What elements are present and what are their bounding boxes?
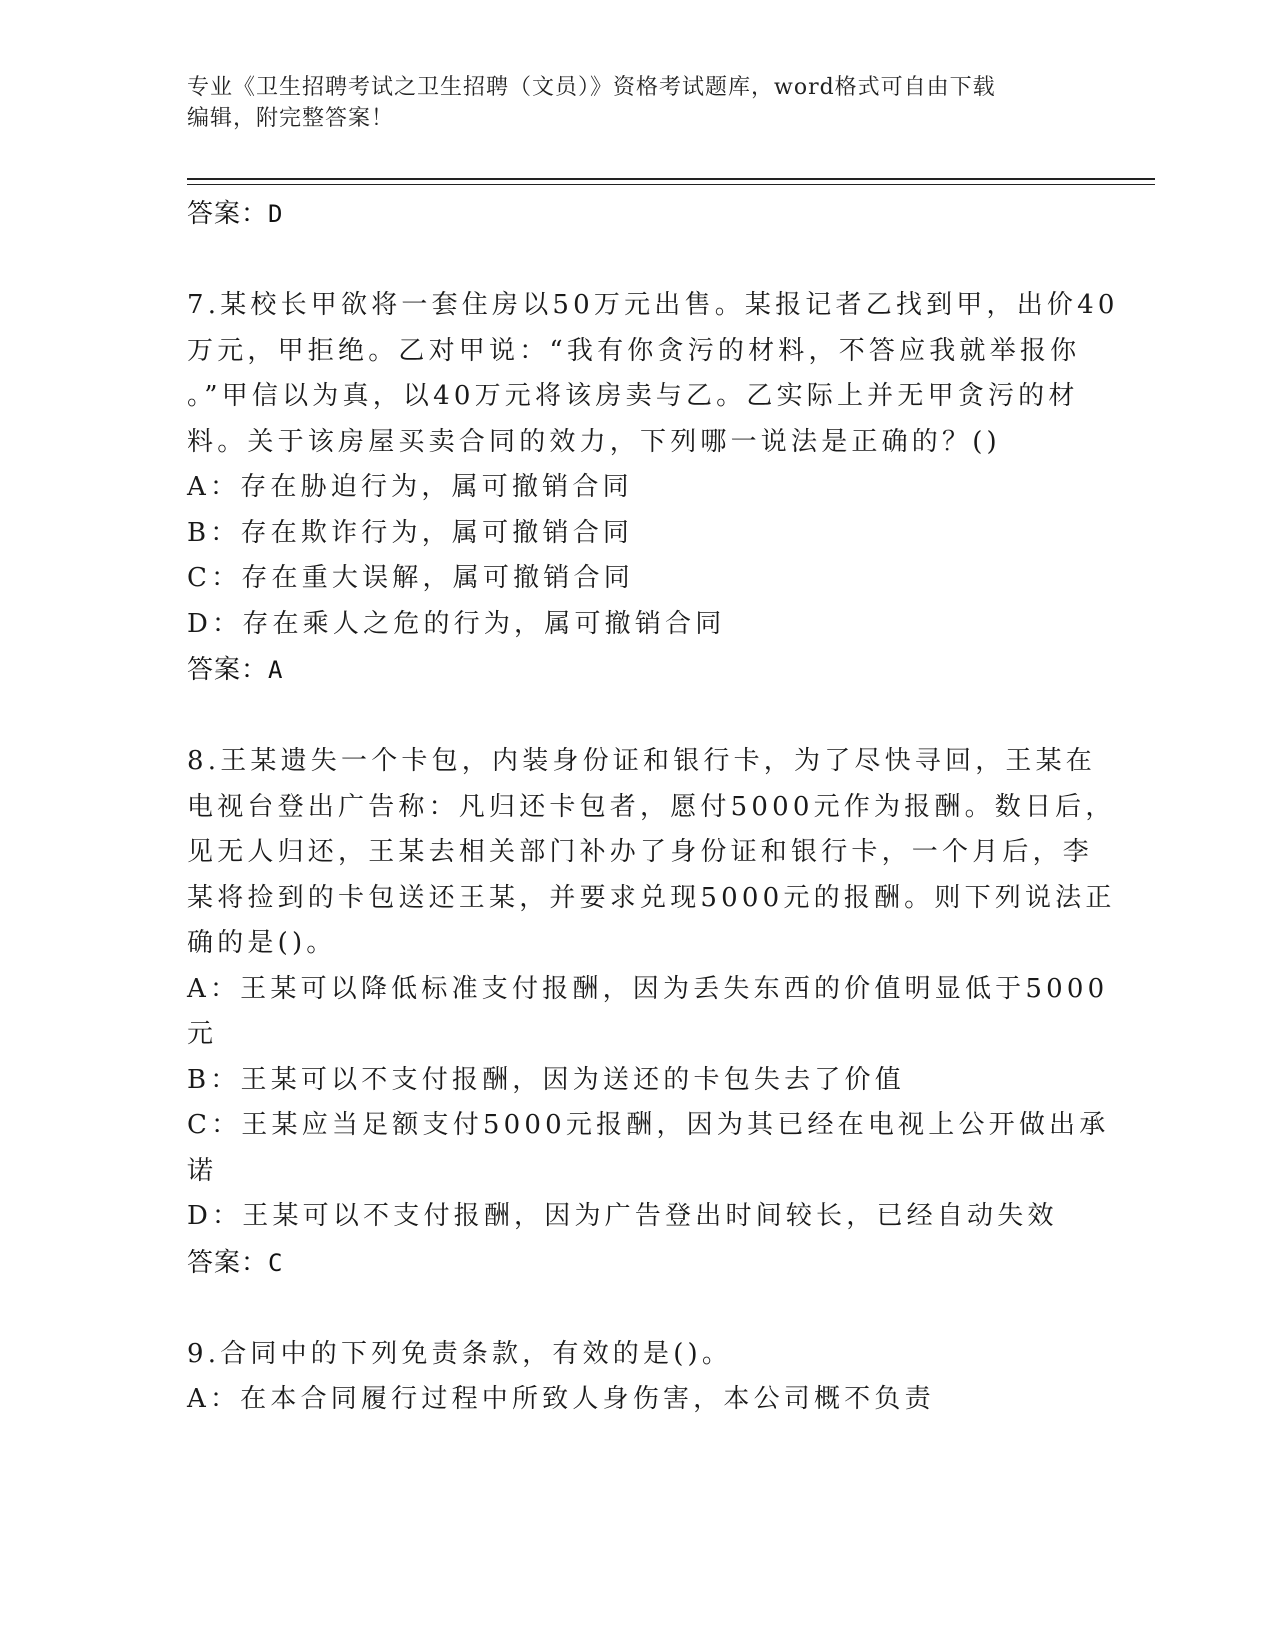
answer-q7 xyxy=(187,647,1087,693)
answer-previous xyxy=(187,191,1087,237)
question-text-line: 8.王某遗失一个卡包，内装身份证和银行卡，为了尽快寻回，王某在 xyxy=(187,746,1097,776)
option-a: A：王某可以降低标准支付报酬，因为丢失东西的价值明显低于5000 xyxy=(187,973,1109,1004)
option-a: A：在本合同履行过程中所致人身伤害，本公司概不负责 xyxy=(187,1384,935,1414)
spacer xyxy=(187,693,1087,739)
option-c: C：王某应当足额支付5000元报酬，因为其已经在电视上公开做出承 xyxy=(187,1110,1110,1140)
answer-value: C xyxy=(268,1248,284,1277)
question-text-line: 见无人归还，王某去相关部门补办了身份证和银行卡，一个月后，李 xyxy=(187,837,1094,867)
option-a-continued: 元 xyxy=(187,1019,218,1049)
question-text-line: 料。关于该房屋买卖合同的效力，下列哪一说法是正确的？() xyxy=(187,426,1001,457)
question-text-line: 7.某校长甲欲将一套住房以50万元出售。某报记者乙找到甲，出价40 xyxy=(187,290,1119,320)
answer-value: A xyxy=(268,656,284,684)
header-divider-thick xyxy=(187,178,1155,180)
option-b: B：存在欺诈行为，属可撤销合同 xyxy=(187,517,634,548)
option-c: C：存在重大误解，属可撤销合同 xyxy=(187,563,634,593)
header-line-1: 专业《卫生招聘考试之卫生招聘（文员）》资格考试题库，word格式可自由下载 xyxy=(187,75,996,100)
answer-value: D xyxy=(268,200,284,228)
question-8 xyxy=(187,739,1116,1286)
document-header xyxy=(187,72,1067,134)
option-d: D：存在乘人之危的行为，属可撤销合同 xyxy=(187,608,726,639)
question-text-line: 电视台登出广告称：凡归还卡包者，愿付5000元作为报酬。数日后， xyxy=(187,791,1116,822)
question-text-line: 。”甲信以为真，以40万元将该房卖与乙。乙实际上并无甲贪污的材 xyxy=(187,381,1079,411)
question-text-line: 9.合同中的下列免责条款，有效的是()。 xyxy=(187,1338,733,1369)
answer-label: 答案： xyxy=(187,1247,269,1278)
option-c-continued: 诺 xyxy=(187,1155,218,1186)
spacer xyxy=(187,1286,1087,1332)
option-a: A：存在胁迫行为，属可撤销合同 xyxy=(187,472,633,502)
spacer xyxy=(187,237,1087,283)
question-7 xyxy=(187,283,1119,693)
question-text-line: 某将捡到的卡包送还王某，并要求兑现5000元的报酬。则下列说法正 xyxy=(187,882,1116,913)
question-text-line: 万元，甲拒绝。乙对甲说：“我有你贪污的材料，不答应我就举报你 xyxy=(187,335,1081,366)
answer-label: 答案： xyxy=(187,199,269,229)
header-divider-thin xyxy=(187,184,1155,185)
answer-q8 xyxy=(187,1240,1087,1286)
answer-label: 答案： xyxy=(187,655,269,685)
question-9 xyxy=(187,1332,1087,1423)
question-content xyxy=(187,191,1119,1423)
option-d: D：王某可以不支付报酬，因为广告登出时间较长，已经自动失效 xyxy=(187,1201,1058,1231)
header-line-2: 编辑，附完整答案！ xyxy=(187,106,395,131)
option-b: B：王某可以不支付报酬，因为送还的卡包失去了价值 xyxy=(187,1064,905,1095)
question-text-line: 确的是()。 xyxy=(187,928,337,958)
